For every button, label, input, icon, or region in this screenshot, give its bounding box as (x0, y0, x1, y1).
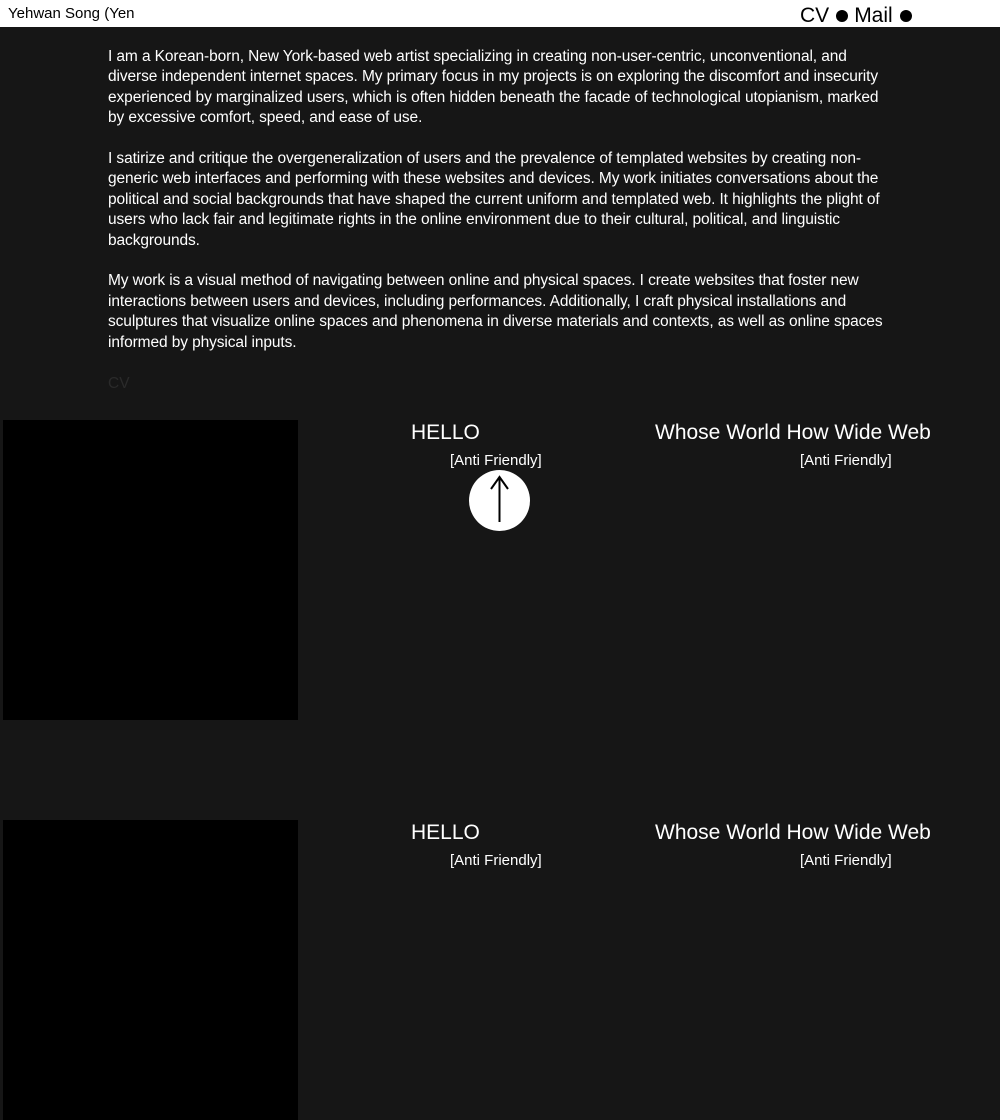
nav-links (800, 4, 918, 28)
project-tag[interactable]: [Anti Friendly] (800, 852, 892, 869)
project-tag[interactable]: [Anti Friendly] (450, 852, 542, 869)
bio-paragraph: I satirize and critique the overgeneralization of users and the prevalence of templated websites by creating non-generic web interfaces and performing with these websites and devices. My work initiates conversations about the political and social backgrounds that have shaped the current uniform and templated web. It highlights the plight of users who lack fair and legitimate rights in the online environment due to their cultural, political, and linguistic backgrounds. (108, 150, 880, 249)
bio-paragraph: My work is a visual method of navigating between online and physical spaces. I create websites that foster new interactions between users and devices, including performances. Additionally, I craft physical installations and sculptures that visualize online spaces and phenomena in diverse materials and contexts, as well as online spaces informed by physical inputs. (108, 272, 883, 351)
project-title[interactable]: Whose World How Wide Web (655, 421, 931, 444)
project-tag[interactable]: [Anti Friendly] (800, 452, 892, 469)
project-tag[interactable]: [Anti Friendly] (450, 452, 542, 469)
bio-paragraph: I am a Korean-born, New York-based web artist specializing in creating non-user-centric, unconventional, and diverse independent internet spaces. My primary focus in my projects is on exploring the discomfort and insecurity experienced by marginalized users, which is often hidden beneath the facade of technological utopianism, marked by excessive comfort, speed, and ease of use. (108, 48, 879, 127)
bio-text (108, 47, 893, 373)
dot-icon (836, 10, 848, 22)
scroll-up-button[interactable] (469, 470, 530, 531)
dot-icon (900, 10, 912, 22)
cv-link[interactable]: CV (108, 375, 130, 392)
site-name[interactable]: Yehwan Song (Yen (8, 5, 135, 22)
project-thumbnail[interactable] (3, 820, 298, 1120)
nav-mail-link[interactable]: Mail (854, 4, 893, 27)
project-title[interactable]: HELLO (411, 821, 480, 844)
top-bar (0, 0, 1000, 27)
nav-cv-link[interactable]: CV (800, 4, 830, 27)
arrow-up-icon (469, 470, 530, 531)
project-title[interactable]: Whose World How Wide Web (655, 821, 931, 844)
project-thumbnail[interactable] (3, 420, 298, 720)
project-title[interactable]: HELLO (411, 421, 480, 444)
